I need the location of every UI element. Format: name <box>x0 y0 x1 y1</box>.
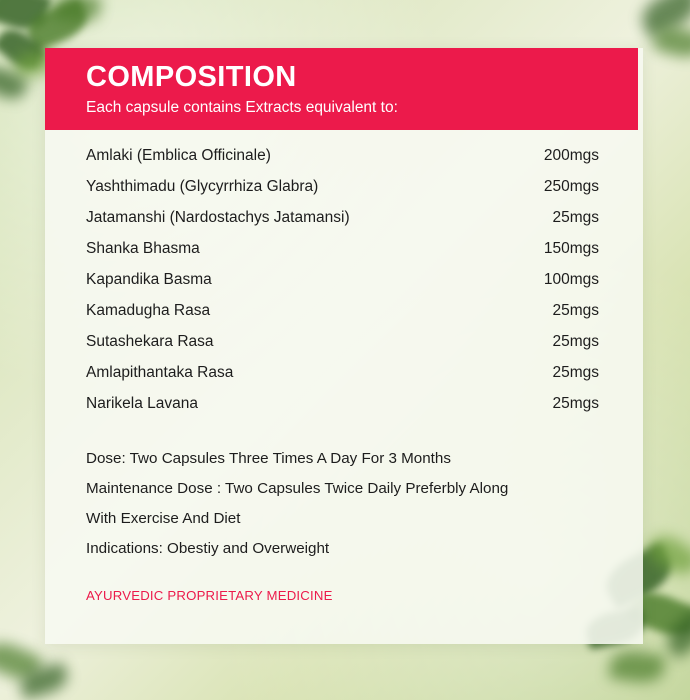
indications-line: Indications: Obestiy and Overweight <box>86 540 330 557</box>
medicine-classification: AYURVEDIC PROPRIETARY MEDICINE <box>86 588 333 603</box>
ingredient-name: Yashthimadu (Glycyrrhiza Glabra) <box>86 178 319 195</box>
ingredient-amount: 25mgs <box>552 395 599 412</box>
ingredient-name: Narikela Lavana <box>86 395 199 412</box>
ingredient-name: Kapandika Basma <box>86 271 212 288</box>
ingredient-row <box>86 178 599 209</box>
ingredient-row <box>86 209 599 240</box>
ingredient-row <box>86 302 599 333</box>
ingredient-amount: 200mgs <box>543 147 599 164</box>
ingredient-row <box>86 147 599 178</box>
ingredient-amount: 25mgs <box>552 302 599 319</box>
ingredient-amount: 25mgs <box>552 333 599 350</box>
ingredient-row <box>86 395 599 426</box>
banner-subtitle: Each capsule contains Extracts equivalent to: <box>86 99 398 116</box>
ingredient-amount: 150mgs <box>543 240 599 257</box>
ingredient-name: Jatamanshi (Nardostachys Jatamansi) <box>86 209 350 226</box>
ingredient-row <box>86 333 599 364</box>
ingredient-name: Amlaki (Emblica Officinale) <box>86 147 271 164</box>
dose-line: Dose: Two Capsules Three Times A Day For 3 Months <box>86 450 451 467</box>
ingredient-name: Sutashekara Rasa <box>86 333 214 350</box>
ingredient-name: Amlapithantaka Rasa <box>86 364 234 381</box>
ingredient-amount: 25mgs <box>552 209 599 226</box>
dosage-notes <box>86 444 616 564</box>
ingredient-name: Shanka Bhasma <box>86 240 200 257</box>
composition-card <box>45 48 643 644</box>
ingredient-amount: 25mgs <box>552 364 599 381</box>
ingredients-list <box>86 147 599 426</box>
ingredient-name: Kamadugha Rasa <box>86 302 211 319</box>
ingredient-amount: 250mgs <box>543 178 599 195</box>
composition-banner <box>45 48 638 130</box>
maintenance-dose-line-continued: With Exercise And Diet <box>86 510 241 527</box>
ingredient-row <box>86 240 599 271</box>
ingredient-row <box>86 364 599 395</box>
ingredient-row <box>86 271 599 302</box>
page-title: COMPOSITION <box>86 61 297 93</box>
maintenance-dose-line: Maintenance Dose : Two Capsules Twice Daily Preferbly Along <box>86 480 509 497</box>
ingredient-amount: 100mgs <box>543 271 599 288</box>
